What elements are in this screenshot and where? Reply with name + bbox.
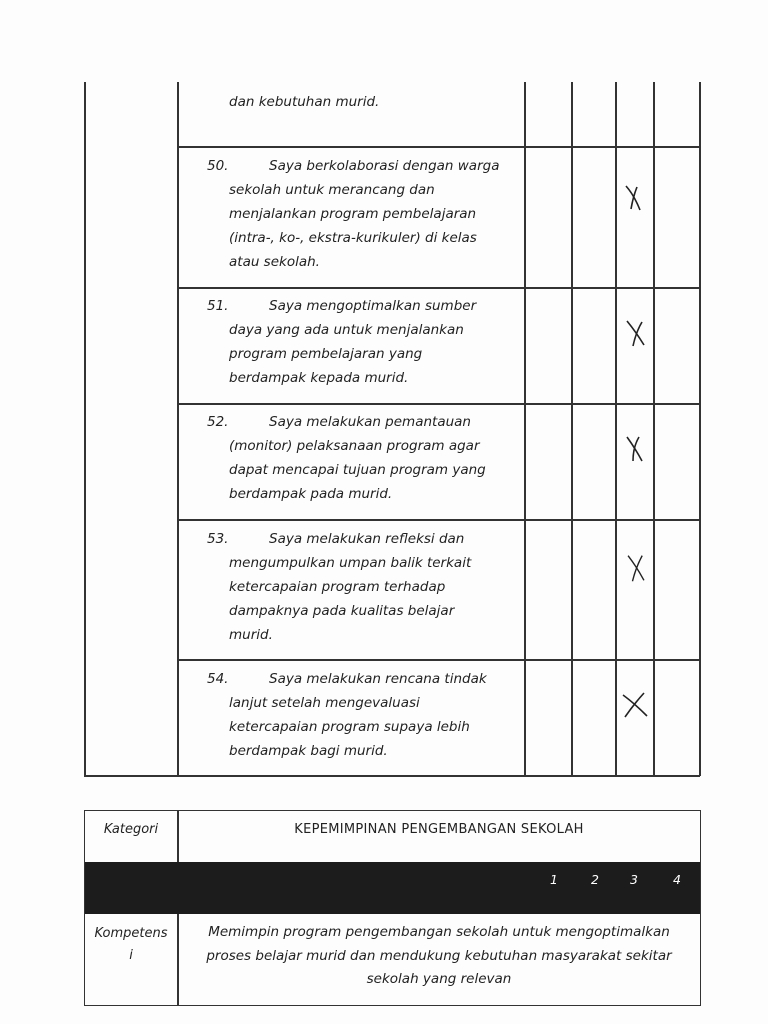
item-number: 50.	[207, 158, 229, 174]
item-text-line: daya yang ada untuk menjalankan	[229, 322, 464, 338]
score-label-3: 3	[630, 872, 638, 887]
score-header-bar	[85, 862, 700, 914]
kategori-label: Kategori	[103, 822, 159, 837]
row-divider	[177, 519, 700, 521]
item-text-line: ketercapaian program supaya lebih	[229, 719, 470, 735]
item-number: 53.	[207, 531, 229, 547]
item-text-line: program pembelajaran yang	[229, 346, 423, 362]
item-text-line: lanjut setelah mengevaluasi	[229, 695, 420, 711]
score-label-2: 2	[591, 872, 599, 887]
item-text-line: Saya melakukan pemantauan	[269, 414, 471, 430]
item-text-line: mengumpulkan umpan balik terkait	[229, 555, 472, 571]
score-label-1: 1	[550, 872, 558, 887]
checkmark-x-icon	[620, 690, 650, 720]
list-item-52	[207, 410, 522, 506]
item-text-line: Saya melakukan refleksi dan	[269, 531, 465, 547]
checkmark-x-icon	[624, 318, 648, 348]
item-text-line: Saya melakukan rencana tindak	[269, 671, 487, 687]
checkmark-x-icon	[624, 553, 648, 583]
row-divider	[177, 659, 700, 661]
score-label-4: 4	[673, 872, 681, 887]
table-border-bottom	[84, 775, 700, 777]
item-text-line: (intra-, ko-, ekstra-kurikuler) di kelas	[229, 230, 477, 246]
table-divider-score2	[571, 82, 573, 776]
item-text-line: berdampak pada murid.	[229, 486, 393, 502]
checkmark-x-icon	[623, 434, 647, 464]
item-text-line: berdampak bagi murid.	[229, 743, 388, 759]
table-border-right	[699, 82, 701, 776]
continuation-text: dan kebutuhan murid.	[229, 94, 380, 110]
item-text-line: menjalankan program pembelajaran	[229, 206, 477, 222]
checkmark-x-icon	[622, 183, 646, 213]
list-item-51	[207, 294, 522, 390]
item-text-line: berdampak kepada murid.	[229, 370, 409, 386]
table-divider-score1	[524, 82, 526, 776]
row-divider	[177, 403, 700, 405]
item-text-line: dapat mencapai tujuan program yang	[229, 462, 486, 478]
item-text-line: Saya berkolaborasi dengan warga	[269, 158, 500, 174]
kategori-value: KEPEMIMPINAN PENGEMBANGAN SEKOLAH	[294, 822, 584, 837]
kompetensi-label: Kompetens i	[94, 926, 168, 963]
kompetensi-description: Memimpin program pengembangan sekolah untuk mengoptimalkan proses belajar murid dan mendukung kebutuhan masyarakat sekitar sekolah yang relevan	[206, 924, 672, 987]
item-number: 51.	[207, 298, 229, 314]
item-text-line: murid.	[229, 627, 273, 643]
item-text-line: Saya mengoptimalkan sumber	[269, 298, 477, 314]
list-item-54	[207, 667, 522, 763]
item-text-line: ketercapaian program terhadap	[229, 579, 446, 595]
row-divider	[177, 287, 700, 289]
item-number: 52.	[207, 414, 229, 430]
row-divider	[177, 146, 700, 148]
item-text-line: sekolah untuk merancang dan	[229, 182, 435, 198]
list-item-53	[207, 527, 522, 647]
table-divider-score3	[615, 82, 617, 776]
table-divider-number	[177, 82, 179, 776]
list-item-50	[207, 154, 522, 274]
item-text-line: (monitor) pelaksanaan program agar	[229, 438, 480, 454]
item-text-line: dampaknya pada kualitas belajar	[229, 603, 455, 619]
table-divider-score4	[653, 82, 655, 776]
item-number: 54.	[207, 671, 229, 687]
table-border-left	[84, 82, 86, 776]
item-text-line: atau sekolah.	[229, 254, 320, 270]
